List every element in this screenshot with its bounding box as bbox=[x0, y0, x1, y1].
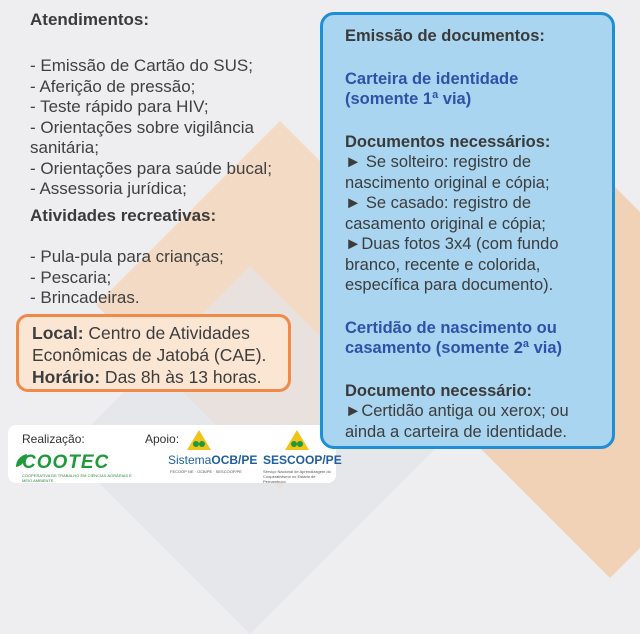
list-item: - Emissão de Cartão do SUS; bbox=[30, 56, 253, 75]
realizacao-label: Realização: bbox=[22, 432, 85, 446]
cootec-subtitle: COOPERATIVA DE TRABALHO EM CIÊNCIAS AGRÁRIAS E MEIO AMBIENTE bbox=[22, 473, 132, 483]
atendimentos-heading: Atendimentos: bbox=[30, 10, 149, 29]
list-item: - Orientações para saúde bucal; bbox=[30, 158, 272, 178]
docs-line: casamento original e cópia; bbox=[345, 214, 546, 233]
list-item: - Assessoria jurídica; bbox=[30, 179, 187, 198]
ocb-prefix: Sistema bbox=[168, 453, 212, 467]
list-item: - Pescaria; bbox=[30, 267, 112, 287]
list-item: sanitária; bbox=[30, 138, 99, 157]
local-line bbox=[32, 322, 288, 344]
local-value-line1: Centro de Atividades bbox=[83, 323, 250, 343]
sescoop-logo: SESCOOP/PE bbox=[263, 453, 342, 467]
horario-label: Horário: bbox=[32, 367, 101, 387]
local-info-box bbox=[16, 314, 291, 392]
horario-line bbox=[32, 366, 288, 388]
list-item: - Pula-pula para crianças; bbox=[30, 247, 224, 266]
local-label: Local: bbox=[32, 323, 84, 343]
atividades-list bbox=[30, 247, 320, 309]
doc-heading: Documento necessário: bbox=[345, 381, 533, 400]
docs-line: ►Duas fotos 3x4 (com fundo bbox=[345, 235, 559, 253]
docs-line: específica para documento). bbox=[345, 276, 554, 294]
docs-line: ► Se solteiro: registro de bbox=[345, 153, 531, 171]
ocb-subtitle: FECOOP NE · OCB/PE · SESCOOP/PE bbox=[170, 469, 242, 474]
doc-line: ►Certidão antiga ou xerox; ou bbox=[345, 402, 569, 420]
docs-line: nascimento original e cópia; bbox=[345, 173, 550, 192]
list-item: - Aferição de pressão; bbox=[30, 76, 196, 96]
sescoop-subtitle: Serviço Nacional de Aprendizagem do Cooperativismo no Estado de Pernambuco bbox=[263, 469, 331, 484]
ocb-logo-icon bbox=[186, 429, 212, 451]
list-item: - Teste rápido para HIV; bbox=[30, 97, 209, 116]
apoio-label: Apoio: bbox=[145, 432, 180, 446]
rg-title-line1: Carteira de identidade bbox=[345, 69, 519, 88]
ocb-logo bbox=[168, 453, 257, 467]
doc-line: ainda a carteira de identidade. bbox=[345, 422, 567, 441]
list-item: - Brincadeiras. bbox=[30, 288, 140, 307]
sescoop-logo-icon bbox=[284, 429, 310, 451]
docs-line: ► Se casado: registro de bbox=[345, 194, 532, 212]
cert-title-line1: Certidão de nascimento ou bbox=[345, 318, 557, 337]
ocb-name: OCB/PE bbox=[211, 453, 258, 467]
rg-title-line2: (somente 1ª via) bbox=[345, 90, 472, 108]
cert-title-line2: casamento (somente 2ª via) bbox=[345, 339, 563, 357]
local-value-line2: Econômicas de Jatobá (CAE). bbox=[32, 345, 267, 365]
cootec-logo: COOTEC bbox=[22, 452, 110, 473]
emissao-heading: Emissão de documentos: bbox=[345, 27, 545, 45]
docs-heading: Documentos necessários: bbox=[345, 132, 551, 151]
horario-value: Das 8h às 13 horas. bbox=[100, 367, 262, 387]
list-item: - Orientações sobre vigilância bbox=[30, 117, 254, 137]
emissao-documentos-box bbox=[320, 12, 615, 449]
atendimentos-list bbox=[30, 56, 320, 200]
sponsor-logos-panel bbox=[8, 425, 342, 484]
docs-line: branco, recente e colorida, bbox=[345, 255, 541, 274]
atividades-heading: Atividades recreativas: bbox=[30, 206, 217, 225]
